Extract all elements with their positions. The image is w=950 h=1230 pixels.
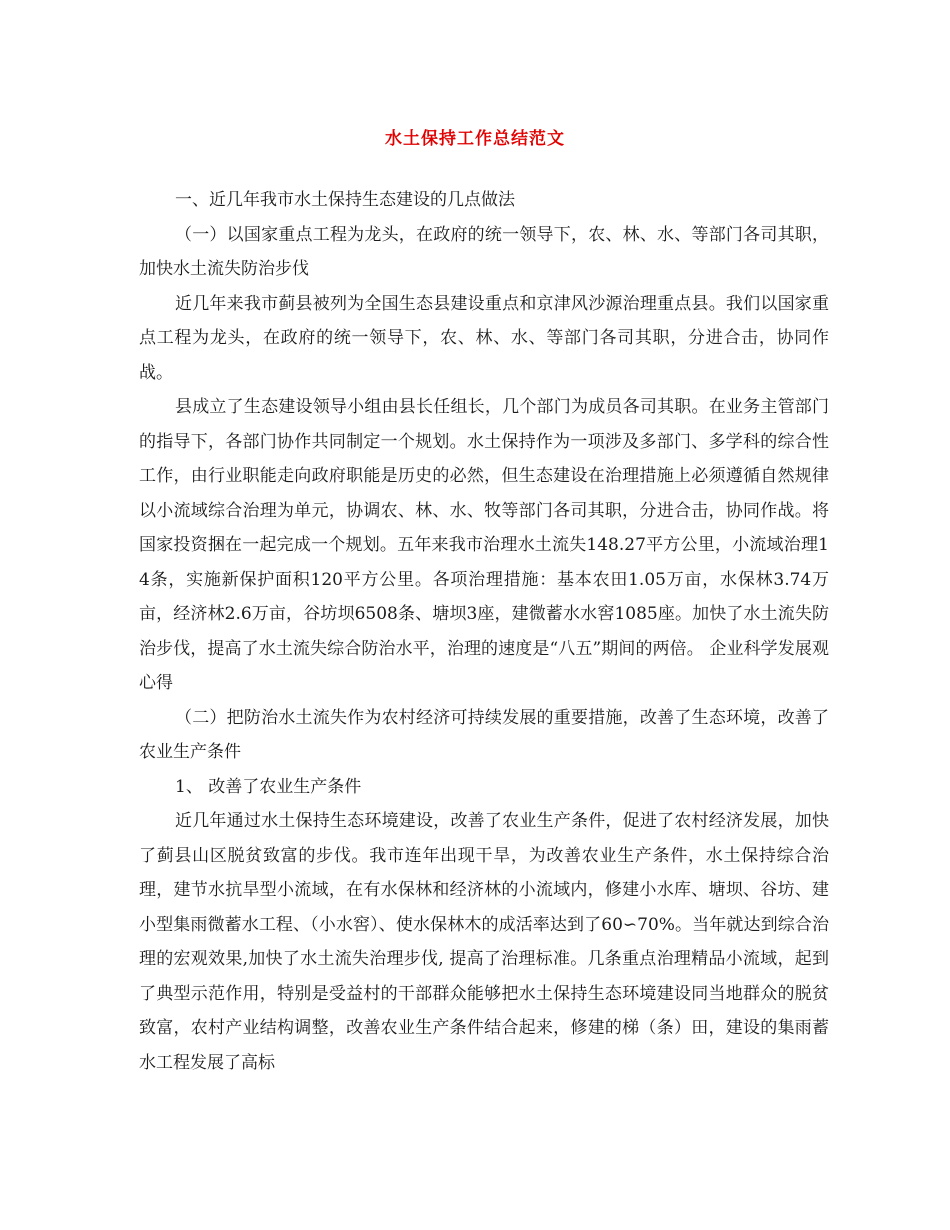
item-heading: 1、 改善了农业生产条件 bbox=[175, 776, 362, 797]
document-title: 水土保持工作总结范文 bbox=[385, 129, 565, 149]
document-body bbox=[139, 183, 829, 1080]
body-paragraph: 近几年通过水土保持生态环境建设，改善了农业生产条件，促进了农村经济发展，加快了蓟县山区脱贫致富的步伐。我市连年出现干旱，为改善农业生产条件，水土保持综合治理，建节水抗旱型小流域，在有水保林和经济林的小流域内，修建小水库、塘坝、谷坊、建小型集雨微蓄水工程、（小水窖）、使水保林木的成活率达到了60∽70%。当年就达到综合治理的宏观效果,加快了水土流失治理步伐, 提高了治理标准。几条重点治理精品小流域，起到了典型示范作用，特别是受益村的干部群众能够把水土保持生态环境建设同当地群众的脱贫致富，农村产业结构调整，改善农业生产条件结合起来，修建的梯（条）田，建设的集雨蓄水工程发展了高标 bbox=[139, 811, 829, 1073]
subsection-heading: （一）以国家重点工程为龙头，在政府的统一领导下，农、林、水、等部门各司其职，加快水土流失防治步伐 bbox=[139, 224, 829, 279]
body-paragraph: 县成立了生态建设领导小组由县长任组长，几个部门为成员各司其职。在业务主管部门的指导下，各部门协作共同制定一个规划。水土保持作为一项涉及多部门、多学科的综合性工作，由行业职能走向政府职能是历史的必然，但生态建设在治理措施上必须遵循自然规律以小流域综合治理为单元，协调农、林、水、牧等部门各司其职，分进合击，协同作战。将国家投资捆在一起完成一个规划。五年来我市治理水土流失148.27平方公里，小流域治理14条，实施新保护面积120平方公里。各项治理措施：基本农田1.05万亩，水保林3.74万亩，经济林2.6万亩，谷坊坝6508条、塘坝3座，建微蓄水水窖1085座。加快了水土流失防治步伐，提高了水土流失综合防治水平，治理的速度是“八五”期间的两倍。 企业科学发展观心得 bbox=[139, 397, 829, 693]
body-paragraph: 近几年来我市蓟县被列为全国生态县建设重点和京津风沙源治理重点县。我们以国家重点工程为龙头，在政府的统一领导下，农、林、水、等部门各司其职，分进合击，协同作战。 bbox=[139, 293, 829, 383]
subsection-heading: （二）把防治水土流失作为农村经济可持续发展的重要措施，改善了生态环境，改善了农业生产条件 bbox=[139, 707, 829, 762]
section-heading: 一、近几年我市水土保持生态建设的几点做法 bbox=[175, 190, 515, 210]
